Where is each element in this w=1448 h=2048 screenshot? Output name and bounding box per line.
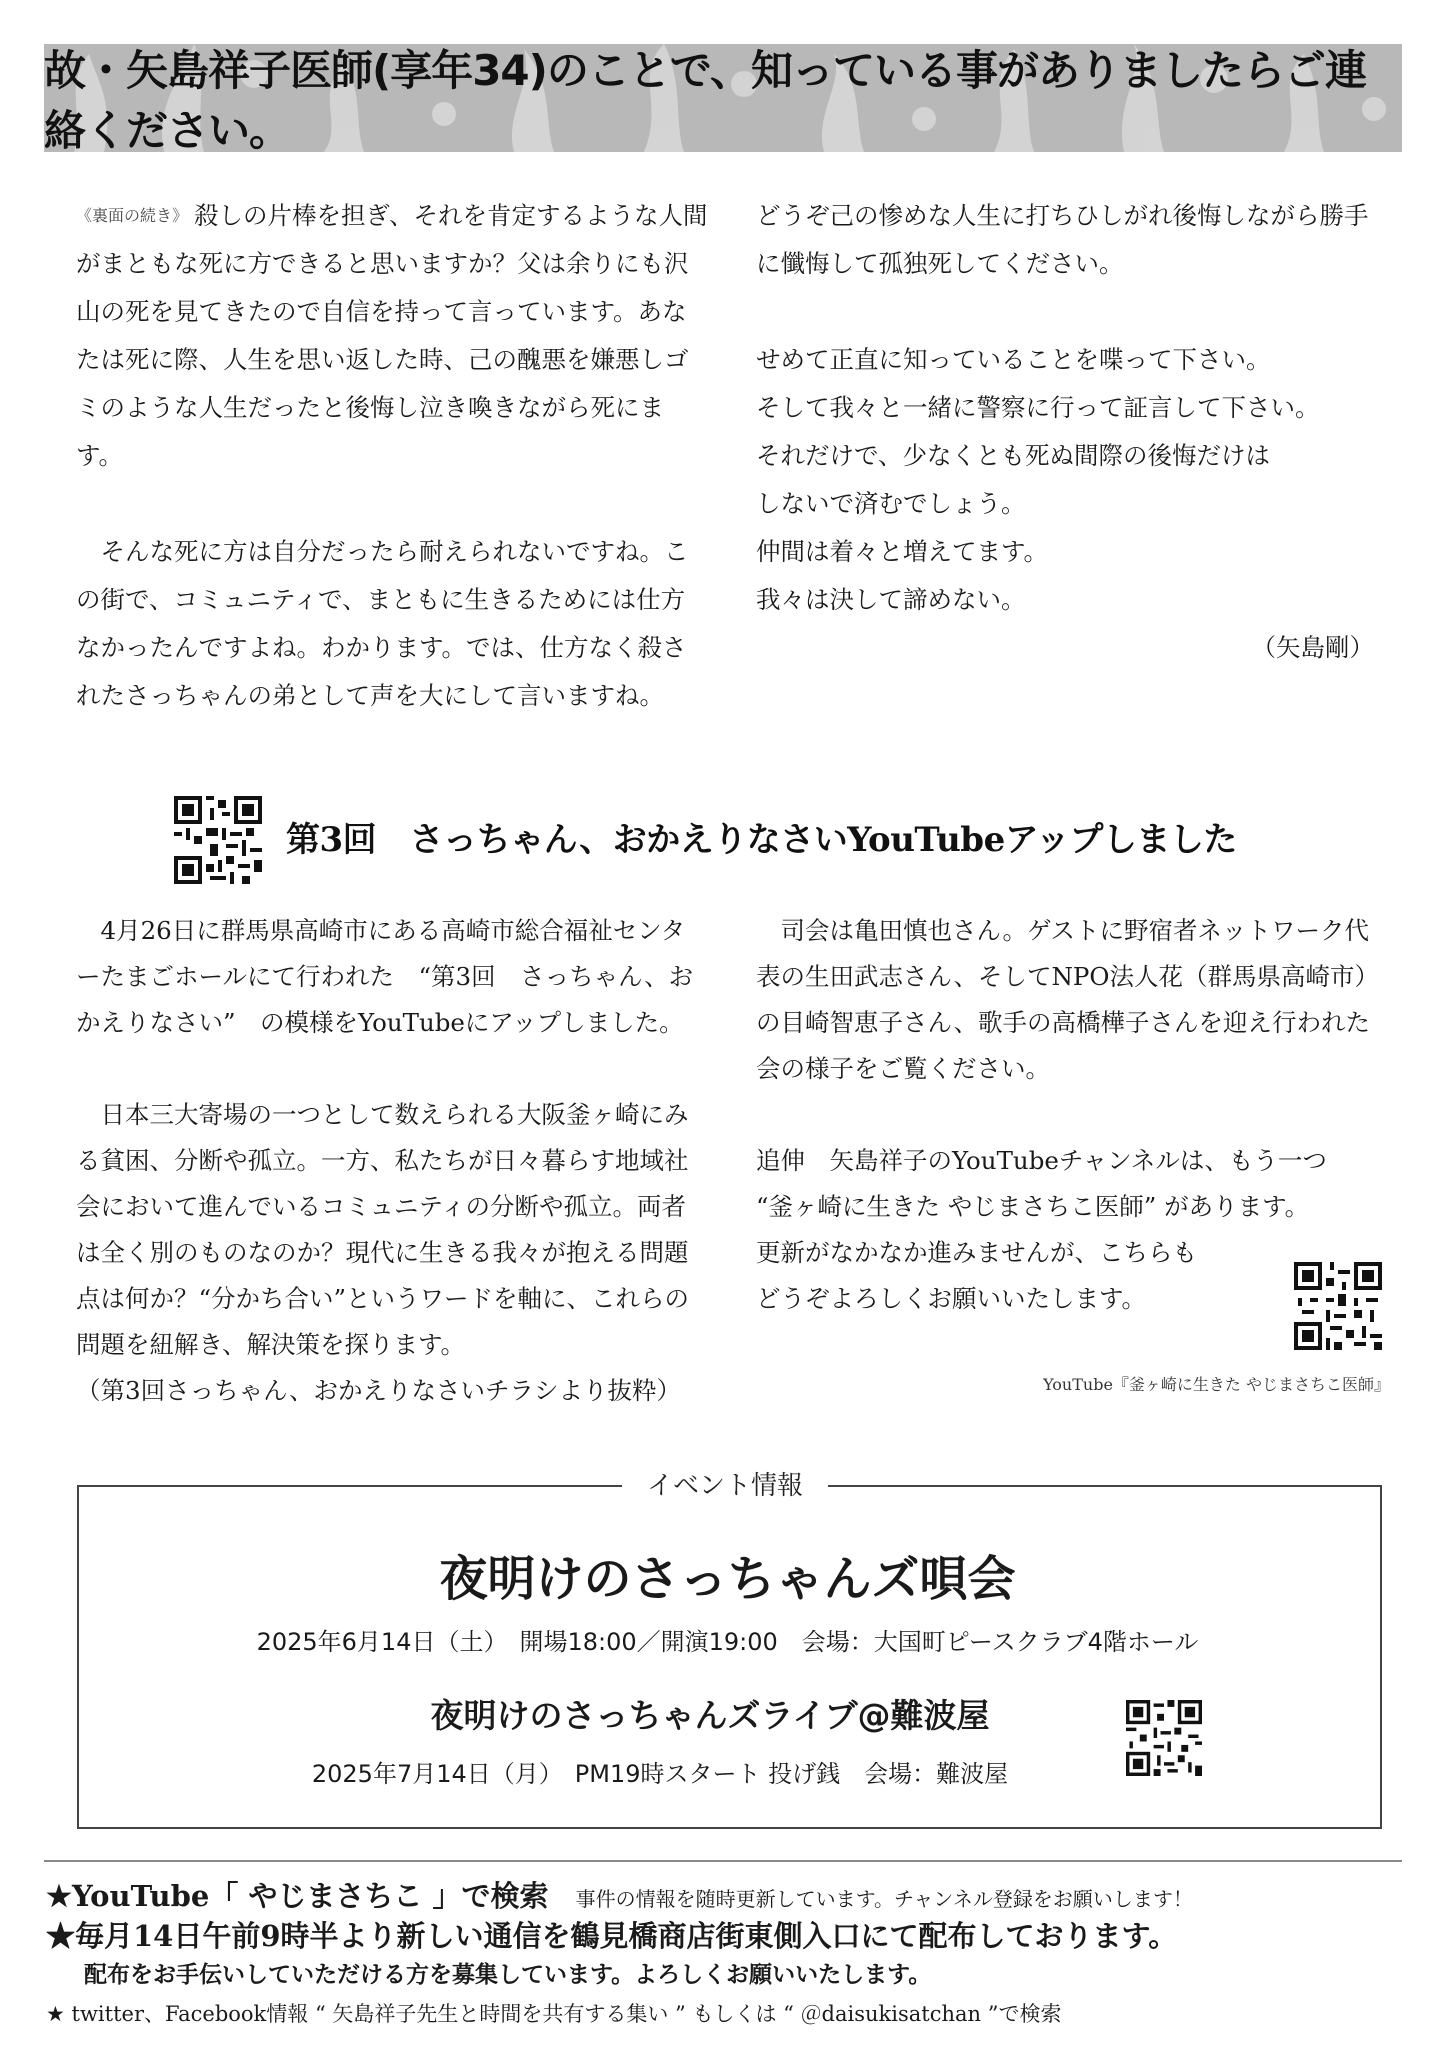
- letter-right-column: [756, 192, 1388, 672]
- letter-right-text-1: どうぞ己の惨めな人生に打ちひしがれ後悔しながら勝手に懺悔して孤独死してください。: [756, 201, 1369, 278]
- youtube-left-column: [76, 908, 708, 1414]
- footer-line-1: [46, 1874, 1426, 1915]
- qr-code-icon[interactable]: [1294, 1262, 1382, 1350]
- letter-left-text-1: 殺しの片棒を担ぎ、それを肯定するような人間がまともな死に方できると思いますか？父は余りにも沢山の死を見てきたので自信を持って言っています。あなたは死に際、人生を思い返した時、己の醜悪を嫌悪しゴミのような人生だったと後悔し泣き喚きながら死にます。: [76, 201, 708, 470]
- qr-caption: YouTube『釜ヶ崎に生きた やじまさちこ医師』: [1043, 1375, 1390, 1394]
- youtube-left-text-2: 日本三大寄場の一つとして数えられる大阪釜ヶ崎にみる貧困、分断や孤立。一方、私たちが日々暮らす地域社会において進んでいるコミュニティの分断や孤立。両者は全く別のものなのか？現代に生きる我々が抱える問題点は何か？“分かち合い”というワードを軸に、これらの問題を紐解き、解決策を探ります。 （第3回さっちゃん、おかえりなさいチラシより抜粋）: [76, 1100, 690, 1405]
- footer-youtube-search: ★YouTube「 やじまさちこ 」で検索: [46, 1879, 549, 1913]
- banner-title: 故・矢島祥子医師(享年34)のことで、知っている事がありましたらご連絡ください。: [44, 46, 1366, 152]
- youtube-right-column: [756, 908, 1388, 1322]
- letter-paragraph: [76, 192, 708, 480]
- letter-left-text-2: そんな死に方は自分だったら耐えられないですね。この街で、コミュニティで、まともに生きるためには仕方なかったんですよね。わかります。では、仕方なく殺されたさっちゃんの弟として声を大にして言いますね。: [76, 537, 689, 710]
- event-info-label: イベント情報: [622, 1466, 828, 1506]
- event2-title: 夜明けのさっちゃんズライブ@難波屋: [430, 1696, 990, 1735]
- letter-left-column: [76, 192, 708, 720]
- footer-volunteer: 配布をお手伝いしていただける方を募集しています。よろしくお願いいたします。: [84, 1961, 932, 1988]
- footer-social: ★ twitter、Facebook情報 “ 矢島祥子先生と時間を共有する集い ” もしくは “ ＠daisukisatchan ”で検索: [46, 2002, 1062, 2026]
- youtube-section-title: 第3回 さっちゃん、おかえりなさいYouTubeアップしました: [286, 820, 1237, 860]
- event1-details: 2025年6月14日（土） 開場18:00／開演19:00 会場：大国町ピースクラブ4階ホール: [256, 1628, 1199, 1656]
- qr-code-icon[interactable]: [1126, 1700, 1202, 1776]
- event2-details: 2025年7月14日（月） PM19時スタート 投げ銭 会場：難波屋: [311, 1760, 1009, 1788]
- signature: （矢島剛）: [1251, 633, 1374, 662]
- header-banner: [44, 44, 1402, 152]
- letter-right-text-2: せめて正直に知っていることを喋って下さい。 そして我々と一緒に警察に行って証言して下さい。 それだけで、少なくとも死ぬ間際の後悔だけは しないで済むでしょう。 仲間は着々と増えてます。 我々は決して諦めない。: [756, 345, 1320, 614]
- youtube-left-text-1: 4月26日に群馬県高崎市にある高崎市総合福祉センターたまごホールにて行われた “第3回 さっちゃん、おかえりなさい” の模様をYouTubeにアップしました。: [76, 916, 694, 1037]
- qr-code-icon[interactable]: [174, 796, 262, 884]
- event1-title: 夜明けのさっちゃんズ唄会: [439, 1551, 1016, 1607]
- footer-divider: [44, 1860, 1402, 1862]
- continued-tag: 《裏面の続き》: [76, 206, 189, 225]
- youtube-right-text-1: 司会は亀田慎也さん。ゲストに野宿者ネットワーク代表の生田武志さん、そしてNPO法人花（群馬県高崎市）の目崎智恵子さん、歌手の高橋樺子さんを迎え行われた会の様子をご覧ください。: [756, 916, 1379, 1083]
- footer-distribution: ★毎月14日午前9時半より新しい通信を鶴見橋商店街東側入口にて配布しております。: [46, 1919, 1178, 1953]
- footer-youtube-note: 事件の情報を随時更新しています。チャンネル登録をお願いします！: [575, 1887, 1193, 1911]
- youtube-right-text-2: 追伸 矢島祥子のYouTubeチャンネルは、もう一つ “釜ヶ崎に生きた やじまさちこ医師” があります。 更新がなかなか進みませんが、こちらも どうぞよろしくお願いいたします。: [756, 1146, 1327, 1313]
